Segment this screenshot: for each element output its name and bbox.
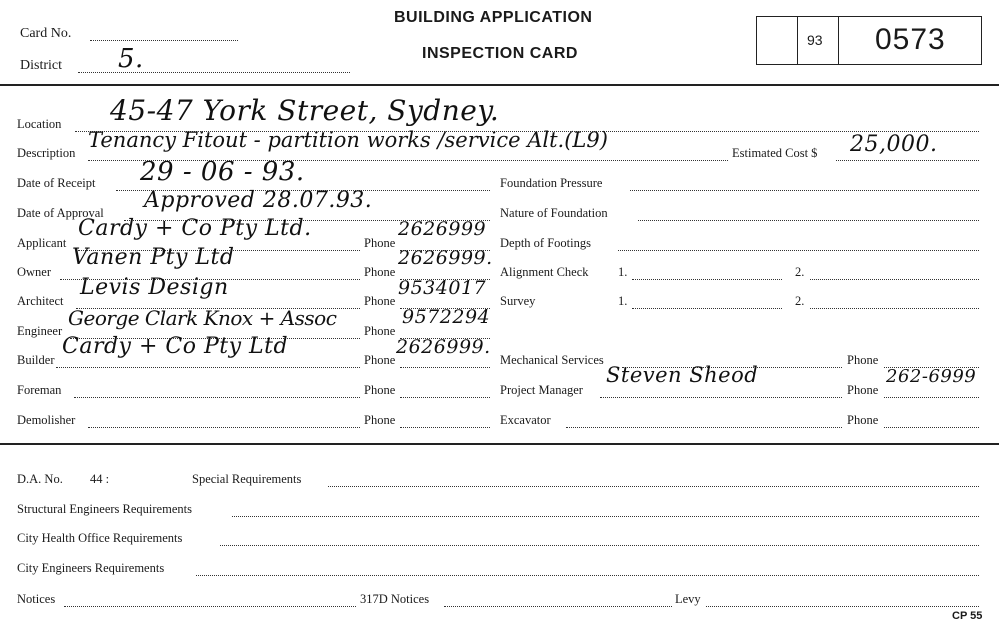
card-no-label: Card No. (20, 26, 72, 41)
project-manager-value: Steven Sheod (606, 363, 759, 387)
health-label: City Health Office Requirements (17, 531, 183, 545)
project-manager-phone: 262-6999 (886, 366, 977, 387)
survey-num-1: 1. (618, 294, 628, 308)
owner-value: Vanen Pty Ltd (72, 245, 235, 270)
foreman-phone-label: Phone (364, 383, 396, 397)
applicant-phone: 2626999 (398, 218, 487, 240)
title-line2: INSPECTION CARD (422, 45, 578, 62)
owner-phone-label: Phone (364, 265, 396, 279)
engineer-value: George Clark Knox + Assoc (68, 306, 337, 330)
engineer-label: Engineer (17, 324, 63, 338)
alignment-num-2: 2. (795, 265, 805, 279)
special-requirements-label: Special Requirements (192, 472, 302, 486)
date-of-approval-value: Approved 28.07.93. (144, 188, 373, 213)
form-code: CP 55 (952, 610, 983, 622)
reference-box (756, 16, 982, 65)
engineer-phone-label: Phone (364, 324, 396, 338)
da-no-value: 44 : (90, 472, 110, 486)
applicant-value: Cardy + Co Pty Ltd. (78, 216, 312, 241)
main-divider (0, 443, 999, 445)
excavator-label: Excavator (500, 413, 551, 427)
da-no-label: D.A. No. (17, 472, 63, 486)
architect-label: Architect (17, 294, 64, 308)
architect-value: Levis Design (80, 275, 229, 300)
survey-label: Survey (500, 294, 536, 308)
estimated-cost-value: 25,000. (850, 132, 938, 157)
ref-year: 93 (807, 32, 823, 48)
owner-label: Owner (17, 265, 52, 279)
description-label: Description (17, 146, 76, 160)
architect-phone: 9534017 (398, 277, 487, 299)
depth-of-footings-label: Depth of Footings (500, 236, 591, 250)
excavator-phone-label: Phone (847, 413, 879, 427)
engineer-phone: 9572294 (402, 306, 491, 328)
date-of-receipt-value: 29 - 06 - 93. (140, 157, 305, 187)
estimated-cost-label: Estimated Cost $ (732, 146, 818, 160)
notices-317d-label: 317D Notices (360, 592, 430, 606)
date-of-receipt-label: Date of Receipt (17, 176, 96, 190)
ref-number: 0573 (875, 23, 946, 56)
district-value: 5. (118, 44, 144, 74)
applicant-phone-label: Phone (364, 236, 396, 250)
project-manager-phone-label: Phone (847, 383, 879, 397)
applicant-label: Applicant (17, 236, 67, 250)
mechanical-phone-label: Phone (847, 353, 879, 367)
district-label: District (20, 58, 62, 73)
title-line1: BUILDING APPLICATION (394, 9, 593, 26)
owner-phone: 2626999. (398, 247, 493, 269)
demolisher-label: Demolisher (17, 413, 76, 427)
architect-phone-label: Phone (364, 294, 396, 308)
alignment-check-label: Alignment Check (500, 265, 589, 279)
mechanical-services-label: Mechanical Services (500, 353, 604, 367)
location-value: 45-47 York Street, Sydney. (110, 94, 500, 127)
builder-label: Builder (17, 353, 55, 367)
builder-phone-label: Phone (364, 353, 396, 367)
foreman-label: Foreman (17, 383, 62, 397)
builder-phone: 2626999. (396, 336, 491, 358)
alignment-num-1: 1. (618, 265, 628, 279)
header-divider (0, 84, 999, 86)
builder-value: Cardy + Co Pty Ltd (62, 334, 289, 359)
structural-label: Structural Engineers Requirements (17, 502, 192, 516)
date-of-approval-label: Date of Approval (17, 206, 104, 220)
notices-label: Notices (17, 592, 56, 606)
survey-num-2: 2. (795, 294, 805, 308)
project-manager-label: Project Manager (500, 383, 583, 397)
description-value: Tenancy Fitout - partition works /service Alt.(L9) (88, 128, 608, 152)
location-label: Location (17, 117, 62, 131)
levy-label: Levy (675, 592, 701, 606)
nature-of-foundation-label: Nature of Foundation (500, 206, 608, 220)
city-engineers-label: City Engineers Requirements (17, 561, 165, 575)
foundation-pressure-label: Foundation Pressure (500, 176, 603, 190)
demolisher-phone-label: Phone (364, 413, 396, 427)
card-no-line (90, 40, 238, 41)
